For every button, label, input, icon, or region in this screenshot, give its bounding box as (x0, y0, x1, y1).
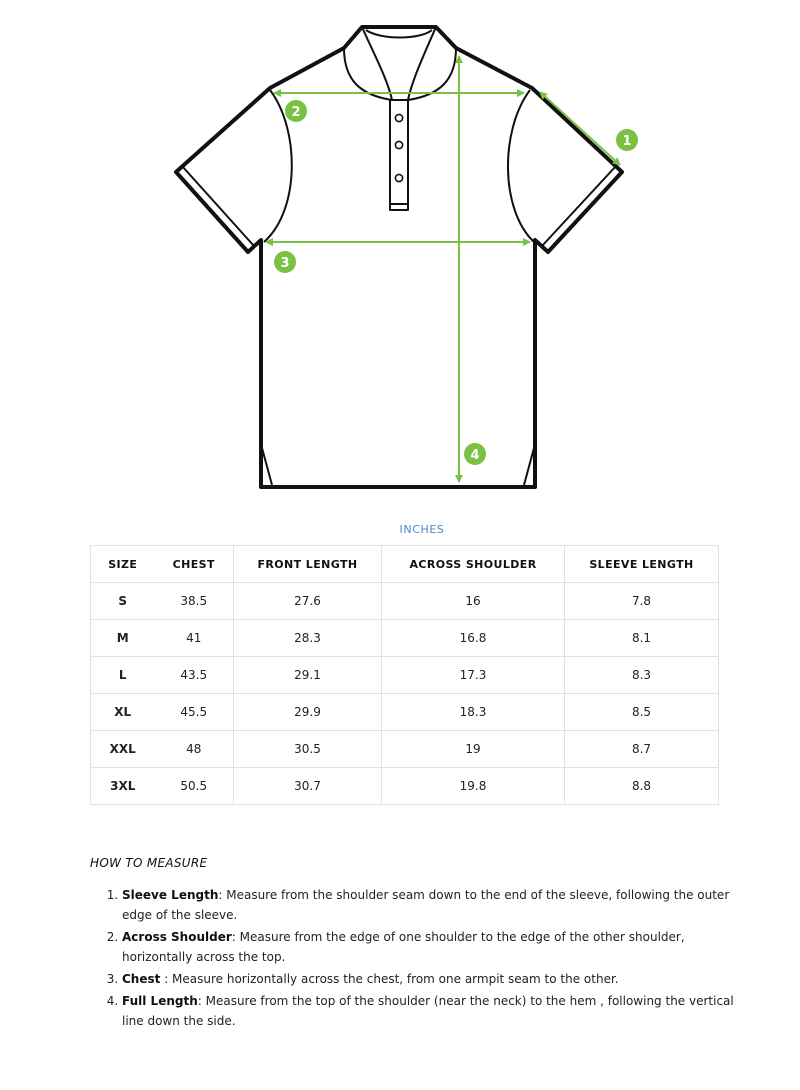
step-separator: : (197, 994, 202, 1008)
step-separator: : (218, 888, 223, 902)
step-text: Measure horizontally across the chest, from one armpit seam to the other. (168, 972, 619, 986)
marker-3 (274, 251, 296, 273)
front-length-cell: 27.6 (234, 583, 382, 620)
header-sleeve-length: SLEEVE LENGTH (565, 546, 719, 583)
size-chart-table (90, 545, 719, 805)
chest-cell: 48 (155, 731, 234, 768)
list-item (122, 991, 742, 1031)
step-separator: : (231, 930, 236, 944)
step-term: Chest (122, 972, 161, 986)
sleeve-length-line (540, 92, 620, 165)
front-length-cell: 30.7 (234, 768, 382, 805)
table-row (91, 731, 719, 768)
size-cell: XXL (91, 731, 155, 768)
polo-measurement-diagram (0, 0, 800, 500)
chest-cell: 50.5 (155, 768, 234, 805)
table-header-row (91, 546, 719, 583)
svg-text:1: 1 (622, 134, 632, 149)
sleeve-length-cell: 8.1 (565, 620, 719, 657)
size-cell: L (91, 657, 155, 694)
size-cell: S (91, 583, 155, 620)
header-chest: CHEST (155, 546, 234, 583)
placket-buttons (395, 114, 402, 181)
polo-shirt-details (182, 27, 616, 485)
across-shoulder-cell: 19 (382, 731, 565, 768)
sleeve-length-cell: 8.3 (565, 657, 719, 694)
button (395, 141, 402, 148)
header-across-shoulder: ACROSS SHOULDER (382, 546, 565, 583)
front-length-cell: 28.3 (234, 620, 382, 657)
step-term: Sleeve Length (122, 888, 219, 902)
across-shoulder-cell: 17.3 (382, 657, 565, 694)
size-cell: XL (91, 694, 155, 731)
marker-1 (616, 129, 638, 151)
marker-4 (464, 443, 486, 465)
marker-2 (285, 100, 307, 122)
svg-text:4: 4 (470, 448, 480, 463)
step-separator: : (160, 972, 169, 986)
step-text: Measure from the shoulder seam down to the end of the sleeve, following the outer edge of the sleeve. (122, 888, 730, 922)
svg-text:3: 3 (280, 256, 290, 271)
header-front-length: FRONT LENGTH (234, 546, 382, 583)
table-row (91, 768, 719, 805)
list-item (122, 969, 742, 989)
front-length-cell: 29.1 (234, 657, 382, 694)
list-item (122, 927, 742, 967)
chest-cell: 41 (155, 620, 234, 657)
polo-shirt-outline (176, 27, 622, 487)
sleeve-length-cell: 8.7 (565, 731, 719, 768)
button (395, 174, 402, 181)
header-size: SIZE (91, 546, 155, 583)
size-cell: 3XL (91, 768, 155, 805)
table-row (91, 583, 719, 620)
table-row (91, 657, 719, 694)
across-shoulder-cell: 18.3 (382, 694, 565, 731)
svg-text:2: 2 (291, 105, 301, 120)
across-shoulder-cell: 16 (382, 583, 565, 620)
across-shoulder-cell: 19.8 (382, 768, 565, 805)
front-length-cell: 30.5 (234, 731, 382, 768)
step-term: Across Shoulder (122, 930, 232, 944)
chest-cell: 38.5 (155, 583, 234, 620)
table-row (91, 694, 719, 731)
sleeve-length-cell: 7.8 (565, 583, 719, 620)
unit-label: INCHES (399, 523, 445, 536)
chest-cell: 45.5 (155, 694, 234, 731)
chest-cell: 43.5 (155, 657, 234, 694)
how-to-measure-title: HOW TO MEASURE (90, 856, 208, 870)
sleeve-length-cell: 8.5 (565, 694, 719, 731)
step-text: Measure from the edge of one shoulder to the edge of the other shoulder, horizontally across the top. (122, 930, 685, 964)
button (395, 114, 402, 121)
size-cell: M (91, 620, 155, 657)
sleeve-length-cell: 8.8 (565, 768, 719, 805)
step-text: Measure from the top of the shoulder (near the neck) to the hem , following the vertical line down the side. (122, 994, 734, 1028)
front-length-cell: 29.9 (234, 694, 382, 731)
measure-steps-list (90, 885, 742, 1033)
step-term: Full Length (122, 994, 198, 1008)
table-row (91, 620, 719, 657)
across-shoulder-cell: 16.8 (382, 620, 565, 657)
list-item (122, 885, 742, 925)
